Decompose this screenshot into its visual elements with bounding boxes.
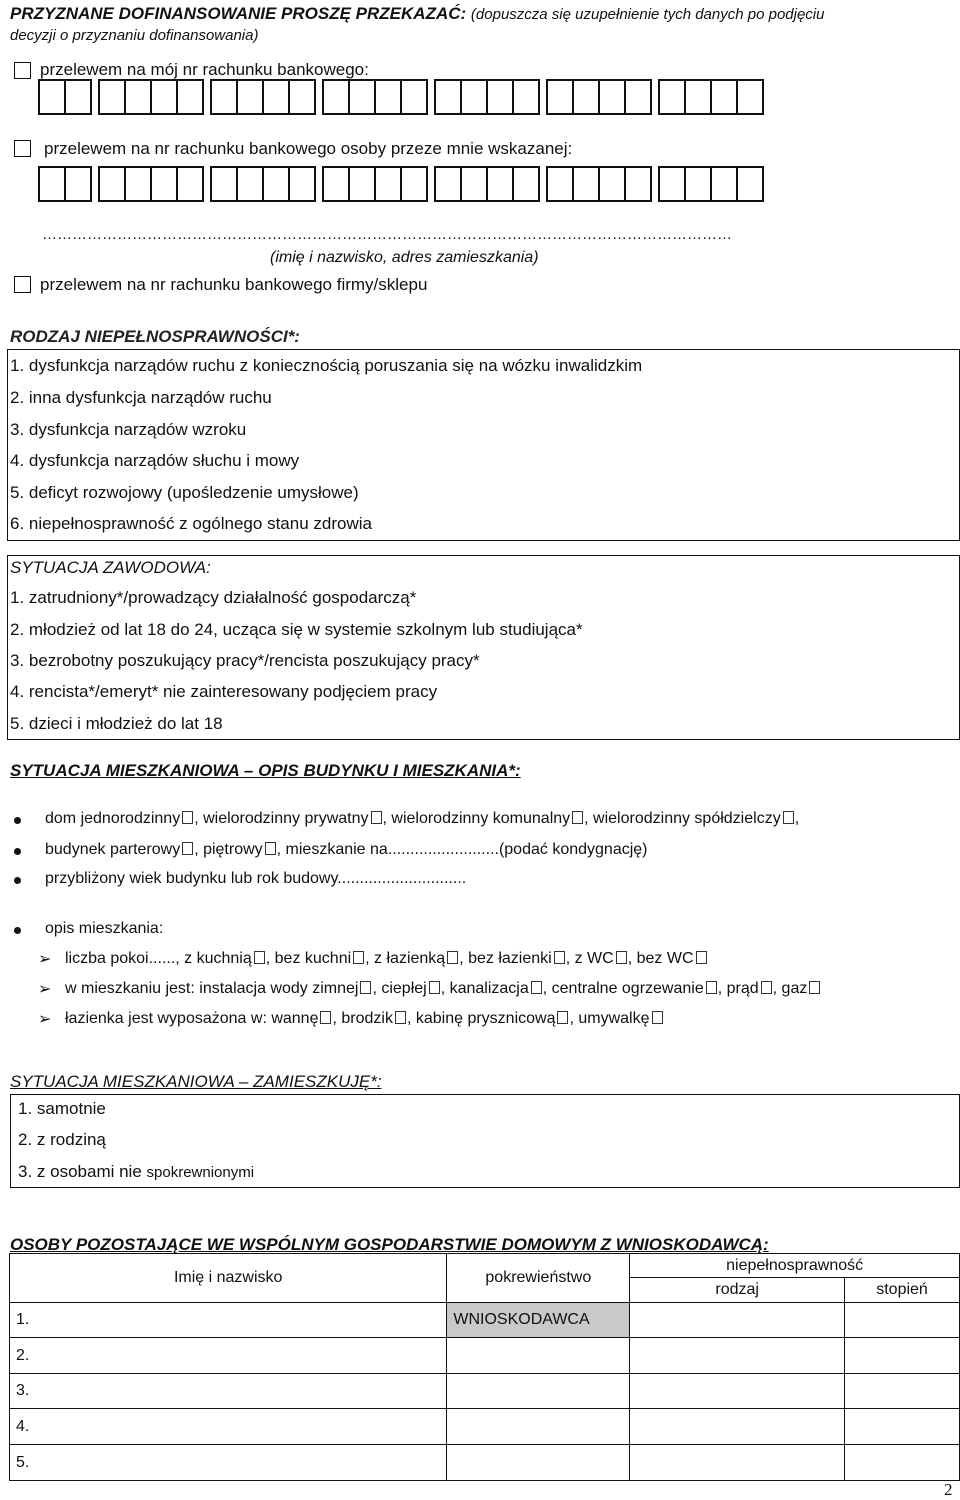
- checkbox-icon[interactable]: [265, 842, 276, 855]
- disability-heading: RODZAJ NIEPEŁNOSPRAWNOŚCI*:: [10, 327, 300, 346]
- disability-item-4[interactable]: 4. dysfunkcja narządów słuchu i mowy: [10, 451, 300, 470]
- work-heading: SYTUACJA ZAWODOWA:: [10, 558, 211, 577]
- building-type-line: dom jednorodzinny , wielorodzinny prywatny , wielorodzinny komunalny , wielorodzinny spółdzielczy ,: [45, 810, 800, 827]
- checkbox-icon[interactable]: [371, 811, 382, 824]
- row-number[interactable]: 5.: [10, 1445, 447, 1481]
- name-address-field[interactable]: …………………………………………………………………………………………………………………………: [42, 226, 732, 243]
- option-company-account-label: przelewem na nr rachunku bankowego firmy/sklepu: [40, 275, 428, 294]
- page-number: 2: [944, 1480, 953, 1499]
- checkbox-icon[interactable]: [572, 811, 583, 824]
- arrow-icon: ➢: [38, 951, 52, 968]
- relation-cell[interactable]: [447, 1409, 630, 1445]
- disability-item-1[interactable]: 1. dysfunkcja narządów ruchu z koniecznością poruszania się na wózku inwalidzkim: [10, 356, 643, 375]
- checkbox-icon[interactable]: [783, 811, 794, 824]
- row-number[interactable]: 3.: [10, 1374, 447, 1409]
- checkbox-icon[interactable]: [254, 951, 265, 964]
- row-number[interactable]: 1.: [10, 1303, 447, 1338]
- checkbox-own-account[interactable]: [14, 62, 31, 79]
- building-age-line[interactable]: przybliżony wiek budynku lub rok budowy.............................: [45, 870, 467, 887]
- work-item-2[interactable]: 2. młodzież od lat 18 do 24, ucząca się w systemie szkolnym lub studiująca*: [10, 620, 583, 639]
- checkbox-icon[interactable]: [809, 981, 820, 994]
- work-item-5[interactable]: 5. dzieci i młodzież do lat 18: [10, 714, 223, 733]
- disability-box: [7, 349, 960, 541]
- checkbox-indicated-person[interactable]: [14, 140, 31, 157]
- disability-item-3[interactable]: 3. dysfunkcja narządów wzroku: [10, 420, 247, 439]
- table-row: [10, 1338, 960, 1374]
- degree-cell[interactable]: [845, 1409, 960, 1445]
- living-item-3[interactable]: 3. z osobami nie spokrewnionymi: [18, 1162, 255, 1181]
- checkbox-icon[interactable]: [652, 1011, 663, 1024]
- account-number-indicated[interactable]: [38, 166, 770, 202]
- degree-cell[interactable]: [845, 1445, 960, 1481]
- name-address-caption: (imię i nazwisko, adres zamieszkania): [270, 249, 539, 266]
- living-item-2[interactable]: 2. z rodziną: [18, 1130, 106, 1149]
- checkbox-icon[interactable]: [761, 981, 772, 994]
- type-cell[interactable]: [630, 1374, 845, 1409]
- living-item-1[interactable]: 1. samotnie: [18, 1099, 106, 1118]
- checkbox-icon[interactable]: [706, 981, 717, 994]
- checkbox-icon[interactable]: [696, 951, 707, 964]
- work-box: [7, 555, 960, 740]
- checkbox-icon[interactable]: [616, 951, 627, 964]
- type-cell[interactable]: [630, 1338, 845, 1374]
- relation-cell[interactable]: [447, 1338, 630, 1374]
- column-disability-header: niepełnosprawność: [630, 1254, 960, 1278]
- bullet-icon: [14, 817, 21, 824]
- checkbox-icon[interactable]: [395, 1011, 406, 1024]
- housing-heading: SYTUACJA MIESZKANIOWA – OPIS BUDYNKU I MIESZKANIA*:: [10, 761, 521, 780]
- checkbox-company-account[interactable]: [14, 276, 31, 293]
- checkbox-icon[interactable]: [554, 951, 565, 964]
- checkbox-icon[interactable]: [182, 842, 193, 855]
- work-item-1[interactable]: 1. zatrudniony*/prowadzący działalność gospodarczą*: [10, 588, 417, 607]
- bullet-icon: [14, 877, 21, 884]
- work-item-3[interactable]: 3. bezrobotny poszukujący pracy*/rencista poszukujący pracy*: [10, 651, 480, 670]
- header: [10, 4, 955, 46]
- column-name-header: Imię i nazwisko: [10, 1254, 447, 1303]
- checkbox-icon[interactable]: [531, 981, 542, 994]
- degree-cell[interactable]: [845, 1303, 960, 1338]
- column-relation-header: pokrewieństwo: [447, 1254, 630, 1303]
- checkbox-icon[interactable]: [320, 1011, 331, 1024]
- checkbox-icon[interactable]: [429, 981, 440, 994]
- table-row: [10, 1374, 960, 1409]
- account-number-own[interactable]: [38, 79, 770, 115]
- row-number[interactable]: 2.: [10, 1338, 447, 1374]
- checkbox-icon[interactable]: [557, 1011, 568, 1024]
- checkbox-icon[interactable]: [353, 951, 364, 964]
- option-indicated-person-label: przelewem na nr rachunku bankowego osoby przeze mnie wskazanej:: [44, 139, 573, 158]
- bathroom-line: łazienka jest wyposażona w: wannę , brodzik , kabinę prysznicową , umywalkę: [65, 1010, 664, 1028]
- degree-cell[interactable]: [845, 1374, 960, 1409]
- degree-cell[interactable]: [845, 1338, 960, 1374]
- utilities-line: w mieszkaniu jest: instalacja wody zimnej , ciepłej , kanalizacja , centralne ogrzewanie , prąd , gaz: [65, 980, 821, 998]
- relation-cell: WNIOSKODAWCA: [447, 1303, 630, 1338]
- column-type-header: rodzaj: [630, 1278, 845, 1303]
- apartment-description-label: opis mieszkania:: [45, 920, 164, 937]
- checkbox-icon[interactable]: [447, 951, 458, 964]
- column-degree-header: stopień: [845, 1278, 960, 1303]
- disability-item-5[interactable]: 5. deficyt rozwojowy (upośledzenie umysłowe): [10, 483, 359, 502]
- bullet-icon: [14, 848, 21, 855]
- work-item-4[interactable]: 4. rencista*/emeryt* nie zainteresowany podjęciem pracy: [10, 682, 438, 701]
- bullet-icon: [14, 927, 21, 934]
- relation-cell[interactable]: [447, 1445, 630, 1481]
- row-number[interactable]: 4.: [10, 1409, 447, 1445]
- type-cell[interactable]: [630, 1303, 845, 1338]
- table-row: [10, 1445, 960, 1481]
- disability-item-2[interactable]: 2. inna dysfunkcja narządów ruchu: [10, 388, 272, 407]
- table-row: [10, 1409, 960, 1445]
- checkbox-icon[interactable]: [182, 811, 193, 824]
- header-note-2: decyzji o przyznaniu dofinansowania): [10, 27, 259, 44]
- type-cell[interactable]: [630, 1445, 845, 1481]
- living-heading: SYTUACJA MIESZKANIOWA – ZAMIESZKUJĘ*:: [10, 1072, 382, 1091]
- household-table: [9, 1253, 960, 1481]
- page-title: PRZYZNANE DOFINANSOWANIE PROSZĘ PRZEKAZAĆ:: [10, 4, 467, 23]
- option-own-account-label: przelewem na mój nr rachunku bankowego:: [40, 60, 369, 79]
- table-row: [10, 1303, 960, 1338]
- building-floors-line: budynek parterowy , piętrowy , mieszkanie na.........................(podać kondygnację): [45, 841, 648, 858]
- disability-item-6[interactable]: 6. niepełnosprawność z ogólnego stanu zdrowia: [10, 514, 372, 533]
- checkbox-icon[interactable]: [360, 981, 371, 994]
- relation-cell[interactable]: [447, 1374, 630, 1409]
- arrow-icon: ➢: [38, 1011, 52, 1028]
- household-heading: OSOBY POZOSTAJĄCE WE WSPÓLNYM GOSPODARSTWIE DOMOWYM Z WNIOSKODAWCĄ:: [10, 1235, 769, 1254]
- header-note: (dopuszcza się uzupełnienie tych danych po podjęciu: [470, 6, 825, 23]
- type-cell[interactable]: [630, 1409, 845, 1445]
- arrow-icon: ➢: [38, 981, 52, 998]
- rooms-line: liczba pokoi......, z kuchnią , bez kuchni , z łazienką , bez łazienki , z WC , bez WC: [65, 950, 708, 968]
